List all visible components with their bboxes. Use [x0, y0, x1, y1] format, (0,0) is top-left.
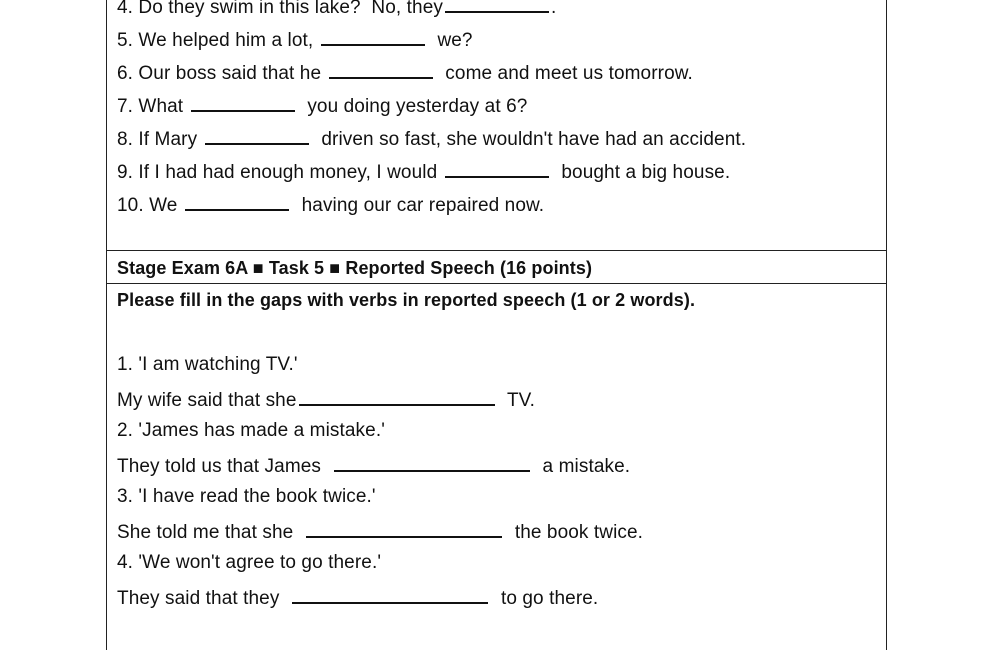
task4-item-10 — [117, 191, 544, 218]
item-text-before: 4. Do they swim in this lake? No, they — [117, 0, 443, 18]
answer-blank[interactable] — [445, 158, 549, 178]
item-text-before: 5. We helped him a lot, — [117, 30, 314, 51]
task5-quote-3: 3. 'I have read the book twice.' — [117, 486, 376, 507]
answer-blank[interactable] — [292, 584, 488, 604]
item-text-before: They said that they — [117, 588, 280, 609]
item-text-after: a mistake. — [542, 456, 631, 477]
answer-blank[interactable] — [334, 452, 530, 472]
task4-item-8 — [117, 125, 746, 152]
table-divider — [107, 283, 886, 284]
item-text-after: driven so fast, she wouldn't have had an accident. — [321, 129, 747, 150]
item-text-after: the book twice. — [514, 522, 644, 543]
answer-blank[interactable] — [306, 518, 502, 538]
answer-blank[interactable] — [321, 26, 425, 46]
item-text-before: 8. If Mary — [117, 129, 198, 150]
task4-item-5 — [117, 26, 473, 53]
task5-instruction: Please fill in the gaps with verbs in reported speech (1 or 2 words). — [117, 290, 696, 310]
item-text-before: They told us that James — [117, 456, 322, 477]
item-text-before: 9. If I had had enough money, I would — [117, 162, 438, 183]
item-text-before: My wife said that she — [117, 390, 297, 411]
item-text-before: 10. We — [117, 195, 178, 216]
item-text-after: you doing yesterday at 6? — [307, 96, 528, 117]
table-divider — [107, 250, 886, 251]
item-text-after: we? — [437, 30, 473, 51]
answer-blank[interactable] — [445, 0, 549, 13]
item-text-before: 6. Our boss said that he — [117, 63, 322, 84]
worksheet-table — [106, 0, 887, 650]
task5-quote-1: 1. 'I am watching TV.' — [117, 354, 298, 375]
task5-item-3 — [117, 518, 643, 545]
answer-blank[interactable] — [191, 92, 295, 112]
item-text-after: bought a big house. — [561, 162, 731, 183]
answer-blank[interactable] — [299, 386, 495, 406]
item-text-after: having our car repaired now. — [301, 195, 545, 216]
task4-item-4 — [117, 0, 556, 20]
task4-item-9 — [117, 158, 730, 185]
task5-item-4 — [117, 584, 598, 611]
item-text-before: 7. What — [117, 96, 184, 117]
answer-blank[interactable] — [205, 125, 309, 145]
answer-blank[interactable] — [329, 59, 433, 79]
task5-quote-2: 2. 'James has made a mistake.' — [117, 420, 385, 441]
task5-quote-4: 4. 'We won't agree to go there.' — [117, 552, 382, 573]
task4-item-6 — [117, 59, 693, 86]
answer-blank[interactable] — [185, 191, 289, 211]
item-text-after: to go there. — [500, 588, 599, 609]
item-text-before: She told me that she — [117, 522, 294, 543]
item-text-after: . — [550, 0, 557, 18]
task5-item-2 — [117, 452, 630, 479]
item-text-after: TV. — [506, 390, 536, 411]
task5-item-1 — [117, 386, 535, 413]
item-text-after: come and meet us tomorrow. — [445, 63, 693, 84]
task4-item-7 — [117, 92, 527, 119]
task5-header: Stage Exam 6A ■ Task 5 ■ Reported Speech (16 points) — [117, 258, 593, 278]
